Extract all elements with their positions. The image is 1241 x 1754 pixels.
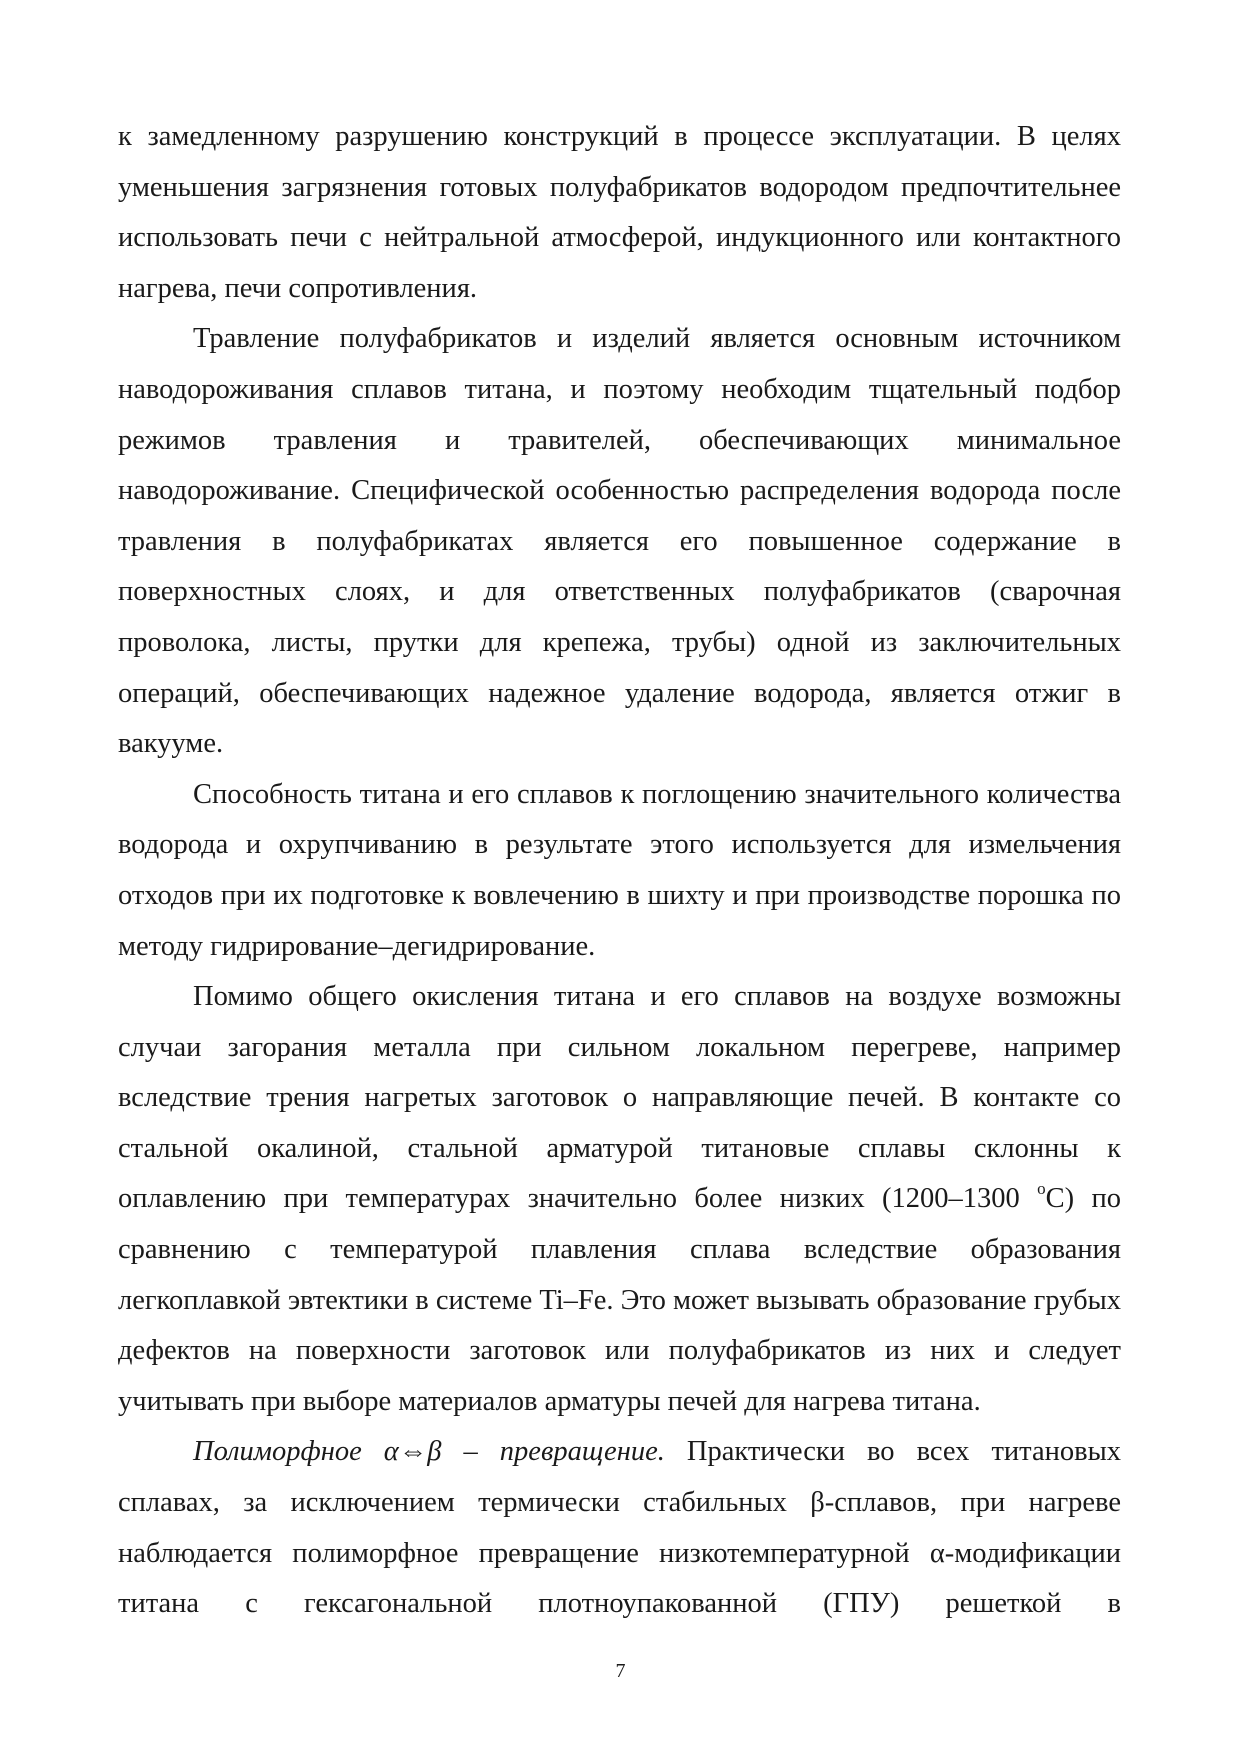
paragraph-continuation: к замедленному разрушению конструкций в процессе эксплуатации. В целях уменьшения загрязнения готовых полуфабрикатов водородом предпочтительнее использовать печи с нейтральной атмосферой, индукционного или контактного нагрева, печи сопротивления. (118, 121, 1121, 304)
paragraph-etching: Травление полуфабрикатов и изделий является основным источником наводороживания сплавов титана, и поэтому необходим тщательный подбор режимов травления и травителей, обеспечивающих минимальное наводороживание. Специфической особенностью распределения водорода после травления в полуфабрикатах является его повышенное содержание в поверхностных слоях, и для ответственных полуфабрикатов (сварочная проволока, листы, прутки для крепежа, трубы) одной из заключительных операций, обеспечивающих надежное удаление водорода, является отжиг в вакууме. (118, 323, 1121, 760)
oxidation-text-part2: С) по сравнению с температурой плавления сплава вследствие образования легкоплавкой эвтектики в системе Ti–Fe. Это может вызывать образование грубых дефектов на поверхности заготовок или полуфабрикатов из них и следует учитывать при выборе материалов арматуры печей для нагрева титана. (118, 1183, 1121, 1417)
paragraph-hydrogen-absorption: Способность титана и его сплавов к поглощению значительного количества водорода и охрупчиванию в результате этого используется для измельчения отходов при их подготовке к вовлечению в шихту и при производстве порошка по методу гидрирование–дегидрирование. (118, 778, 1121, 962)
page-body (118, 112, 1121, 1630)
paragraph-polymorphic (118, 1427, 1121, 1629)
paragraph-oxidation (118, 972, 1121, 1427)
polymorphic-text: Практически во всех титановых сплавах, за исключением термически стабильных β-сплавов, при нагреве наблюдается полиморфное превращение низкотемпературной α-модификации титана с гексагональной плотноупакованной (ГПУ) решеткой в (118, 1436, 1121, 1620)
page-number: 7 (615, 1660, 626, 1682)
oxidation-text-part1: Помимо общего окисления титана и его сплавов на воздухе возможны случаи загорания металла при сильном локальном перегреве, например вследствие трения нагретых заготовок о направляющие печей. В контакте со стальной окалиной, стальной арматурой титановые сплавы склонны к оплавлению при температурах значительно более низких (1200–1300 (118, 981, 1121, 1215)
degree-superscript: o (1037, 1179, 1046, 1199)
section-heading-italic: Полиморфное α⇔β – превращение. (193, 1436, 665, 1468)
